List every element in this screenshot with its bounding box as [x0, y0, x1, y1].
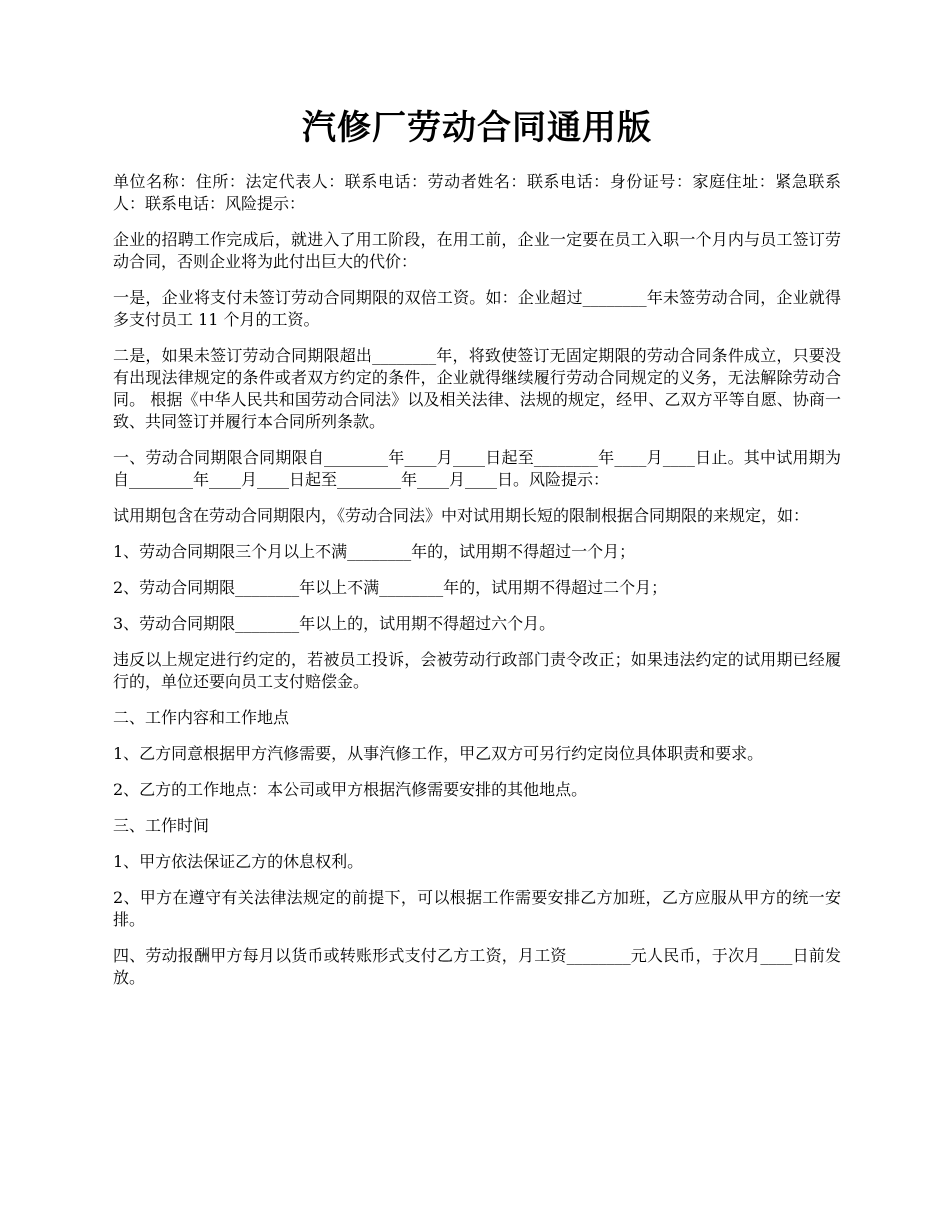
risk-point-two: 二是，如果未签订劳动合同期限超出________年，将致使签订无固定期限的劳动合同条件成立，只要没有出现法律规定的条件或者双方约定的条件，企业就得继续履行劳动合同规定的义务，无法解除劳动合同。 根据《中华人民共和国劳动合同法》以及相关法律、法规的规定，经甲、乙双方平等自愿、协商一致、共同签订并履行本合同所列条款。 — [113, 345, 841, 431]
document-page — [113, 108, 841, 1003]
probation-rule-2: 2、劳动合同期限________年以上不满________年的，试用期不得超过二个月； — [113, 577, 668, 597]
section-heading-work-time: 三、工作时间 — [113, 815, 210, 835]
document-title: 汽修厂劳动合同通用版 — [302, 108, 652, 148]
work-content-item-2: 2、乙方的工作地点：本公司或甲方根据汽修需要安排的其他地点。 — [113, 779, 588, 799]
intro-paragraph: 企业的招聘工作完成后，就进入了用工阶段，在用工前，企业一定要在员工入职一个月内与员工签订劳动合同，否则企业将为此付出巨大的代价： — [113, 229, 841, 271]
section-contract-term: 一、劳动合同期限合同期限自________年____月____日起至________年____月____日止。其中试用期为自________年____月____日起至________年____月____日。风险提示： — [113, 447, 841, 489]
risk-point-one: 一是，企业将支付未签订劳动合同期限的双倍工资。如：企业超过________年未签劳动合同，企业就得多支付员工 11 个月的工资。 — [113, 287, 841, 329]
probation-rule-3: 3、劳动合同期限________年以上的，试用期不得超过六个月。 — [113, 613, 556, 633]
work-time-item-2: 2、甲方在遵守有关法律法规定的前提下，可以根据工作需要安排乙方加班，乙方应服从甲方的统一安排。 — [113, 887, 841, 929]
work-content-item-1: 1、乙方同意根据甲方汽修需要，从事汽修工作，甲乙双方可另行约定岗位具体职责和要求。 — [113, 743, 764, 763]
work-time-item-1: 1、甲方依法保证乙方的休息权利。 — [113, 851, 364, 871]
section-compensation: 四、劳动报酬甲方每月以货币或转账形式支付乙方工资，月工资________元人民币，于次月____日前发放。 — [113, 945, 841, 987]
party-info-paragraph: 单位名称：住所：法定代表人：联系电话：劳动者姓名：联系电话：身份证号：家庭住址：紧急联系人：联系电话：风险提示： — [113, 171, 841, 213]
probation-rule-1: 1、劳动合同期限三个月以上不满________年的，试用期不得超过一个月； — [113, 541, 636, 561]
violation-paragraph: 违反以上规定进行约定的，若被员工投诉，会被劳动行政部门责令改正；如果违法约定的试用期已经履行的，单位还要向员工支付赔偿金。 — [113, 649, 841, 691]
probation-note: 试用期包含在劳动合同期限内，《劳动合同法》中对试用期长短的限制根据合同期限的来规定，如： — [113, 505, 810, 525]
section-heading-work-content: 二、工作内容和工作地点 — [113, 707, 290, 727]
